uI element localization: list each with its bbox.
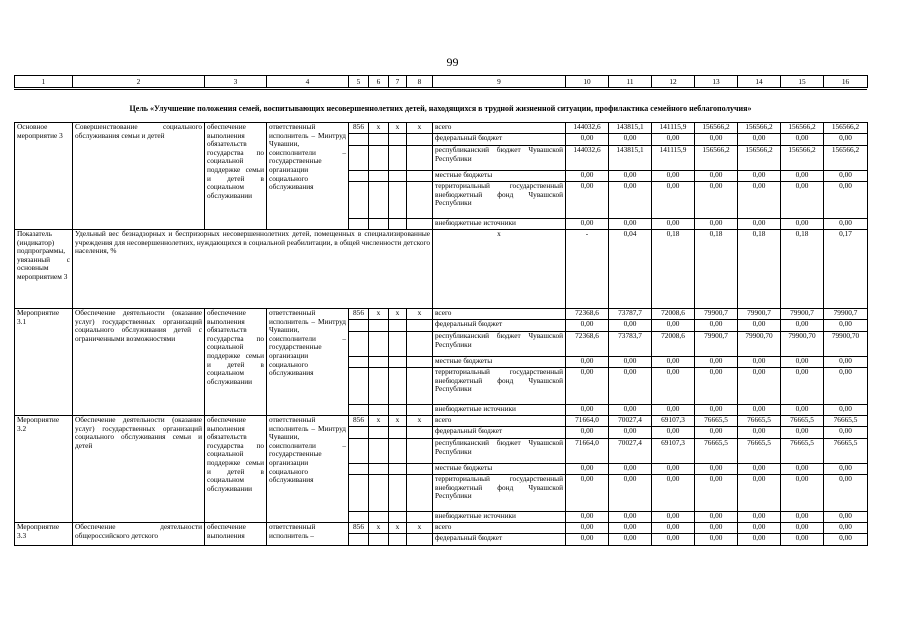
value-cell: 0,00 (781, 357, 824, 368)
value-cell: 156566,2 (824, 146, 868, 171)
source-cell: местные бюджеты (433, 357, 566, 368)
value-cell: 0,00 (609, 219, 652, 230)
source-cell: всего (433, 123, 566, 134)
empty-cell (349, 439, 369, 464)
empty-cell (369, 534, 389, 546)
empty-cell (369, 171, 389, 182)
empty-cell (349, 182, 369, 219)
value-cell: 0,00 (824, 427, 868, 439)
column-number: 4 (267, 76, 349, 88)
value-cell: 0,00 (609, 182, 652, 219)
value-cell: 0,00 (652, 475, 695, 512)
empty-cell (407, 182, 433, 219)
value-cell: 0,00 (566, 523, 609, 534)
value-cell: 0,00 (566, 219, 609, 230)
code-cell: 856 (349, 123, 369, 134)
value-cell: 0,00 (824, 512, 868, 523)
column-number: 10 (566, 76, 609, 88)
value-cell: 0,00 (781, 320, 824, 332)
value-cell: 0,00 (566, 182, 609, 219)
value-cell: 70027,4 (609, 439, 652, 464)
value-cell: 0,00 (695, 427, 738, 439)
empty-cell (389, 219, 407, 230)
value-cell: 0,00 (566, 427, 609, 439)
value-cell: 0,00 (695, 512, 738, 523)
value-cell: 79900,7 (824, 309, 868, 320)
value-cell: - (566, 230, 609, 309)
value-cell: 0,00 (566, 320, 609, 332)
value-cell: 0,00 (695, 368, 738, 405)
empty-cell (389, 368, 407, 405)
value-cell: 0,00 (652, 357, 695, 368)
value-cell: 0,00 (695, 182, 738, 219)
empty-cell (369, 439, 389, 464)
empty-cell (407, 134, 433, 146)
column-number: 2 (73, 76, 205, 88)
value-cell: 0,00 (781, 405, 824, 416)
value-cell: 73787,7 (609, 309, 652, 320)
value-cell: 69107,3 (652, 439, 695, 464)
value-cell: 0,00 (738, 368, 781, 405)
value-cell: 0,00 (609, 134, 652, 146)
value-cell: 0,00 (824, 405, 868, 416)
responsible-cell: ответственный исполнитель – Минтруд Чувашии, соисполнители – государственные организации социального обслуживания (267, 123, 349, 230)
value-cell: 79900,7 (738, 309, 781, 320)
value-cell: 0,00 (695, 464, 738, 475)
column-number: 1 (15, 76, 73, 88)
value-cell: 0,00 (652, 534, 695, 546)
value-cell: 79900,7 (781, 309, 824, 320)
value-cell: 156566,2 (738, 146, 781, 171)
value-cell: 0,00 (652, 427, 695, 439)
value-cell: 0,00 (738, 464, 781, 475)
empty-cell (349, 332, 369, 357)
column-number: 8 (407, 76, 433, 88)
empty-cell (407, 439, 433, 464)
value-cell: 0,00 (609, 357, 652, 368)
empty-cell (369, 320, 389, 332)
value-cell: 0,00 (738, 475, 781, 512)
x-cell: x (407, 309, 433, 320)
value-cell: 71664,0 (566, 439, 609, 464)
goal-cell: обеспечение выполнения обязательств государства по социальной поддержке семьи и детей в социальном обслуживании (205, 416, 267, 523)
code-cell: 856 (349, 523, 369, 534)
empty-cell (389, 464, 407, 475)
value-cell: 79900,7 (695, 332, 738, 357)
empty-cell (389, 171, 407, 182)
empty-cell (389, 134, 407, 146)
value-cell: 144032,6 (566, 123, 609, 134)
source-cell: федеральный бюджет (433, 534, 566, 546)
empty-cell (349, 512, 369, 523)
empty-cell (369, 357, 389, 368)
table-row (15, 123, 868, 134)
value-cell: 156566,2 (695, 123, 738, 134)
source-cell: республиканский бюджет Чувашской Республики (433, 332, 566, 357)
value-cell: 79900,70 (738, 332, 781, 357)
value-cell: 0,00 (824, 368, 868, 405)
value-cell: 0,00 (781, 523, 824, 534)
empty-cell (369, 464, 389, 475)
x-cell: x (369, 416, 389, 427)
x-cell: x (369, 523, 389, 534)
empty-cell (349, 357, 369, 368)
value-cell: 76665,5 (695, 439, 738, 464)
column-number: 11 (609, 76, 652, 88)
value-cell: 0,00 (738, 182, 781, 219)
measure-name: Совершенствование социального обслуживания семьи и детей (73, 123, 205, 230)
empty-cell (407, 368, 433, 405)
value-cell: 0,00 (652, 464, 695, 475)
column-number: 3 (205, 76, 267, 88)
source-cell: территориальный государственный внебюджетный фонд Чувашской Республики (433, 182, 566, 219)
table-row (15, 309, 868, 320)
measure-name: Обеспечение деятельности (оказание услуг) государственных организаций социального обслуживания детей с ограниченными возможностями (73, 309, 205, 416)
value-cell: 156566,2 (824, 123, 868, 134)
value-cell: 0,00 (652, 512, 695, 523)
value-cell: 143815,1 (609, 123, 652, 134)
empty-cell (389, 475, 407, 512)
value-cell: 0,00 (824, 320, 868, 332)
value-cell: 0,00 (652, 134, 695, 146)
source-cell: территориальный государственный внебюджетный фонд Чувашской Республики (433, 368, 566, 405)
value-cell: 0,00 (566, 512, 609, 523)
empty-cell (369, 512, 389, 523)
empty-cell (407, 146, 433, 171)
value-cell: 0,00 (781, 512, 824, 523)
value-cell: 0,00 (566, 475, 609, 512)
indicator-x: x (433, 230, 566, 309)
empty-cell (349, 219, 369, 230)
value-cell: 0,00 (781, 427, 824, 439)
value-cell: 143815,1 (609, 146, 652, 171)
value-cell: 79900,7 (695, 309, 738, 320)
value-cell: 76665,5 (738, 439, 781, 464)
column-number: 5 (349, 76, 369, 88)
value-cell: 0,00 (652, 171, 695, 182)
column-header-table (14, 75, 868, 88)
source-cell: республиканский бюджет Чувашской Республики (433, 146, 566, 171)
value-cell: 0,00 (738, 134, 781, 146)
value-cell: 0,00 (781, 134, 824, 146)
row-label: Показатель (индикатор) подпрограммы, увязанный с основным мероприятием 3 (15, 230, 73, 309)
goal-cell: обеспечение выполнения обязательств государства по социальной поддержке семьи и детей в социальном обслуживании (205, 309, 267, 416)
source-cell: федеральный бюджет (433, 134, 566, 146)
table-row (15, 416, 868, 427)
value-cell: 69107,3 (652, 416, 695, 427)
empty-cell (349, 134, 369, 146)
program-table (14, 122, 868, 546)
source-cell: внебюджетные источники (433, 512, 566, 523)
value-cell: 0,00 (695, 534, 738, 546)
value-cell: 76665,5 (824, 439, 868, 464)
measure-name: Обеспечение деятельности (оказание услуг) государственных организаций социального обслуживания семьи и детей (73, 416, 205, 523)
goal-heading: Цель «Улучшение положения семей, воспитывающих несовершеннолетних детей, находящихся в трудной жизненной ситуации, профилактика семейного неблагополучия» (129, 104, 752, 113)
empty-cell (389, 146, 407, 171)
column-number: 9 (433, 76, 566, 88)
empty-cell (349, 368, 369, 405)
value-cell: 72368,6 (566, 332, 609, 357)
empty-cell (389, 439, 407, 464)
responsible-cell: ответственный исполнитель – (267, 523, 349, 546)
column-number: 13 (695, 76, 738, 88)
value-cell: 0,00 (824, 475, 868, 512)
value-cell: 0,00 (738, 534, 781, 546)
empty-cell (369, 332, 389, 357)
source-cell: федеральный бюджет (433, 320, 566, 332)
value-cell: 72368,6 (566, 309, 609, 320)
x-cell: x (407, 416, 433, 427)
value-cell: 156566,2 (781, 123, 824, 134)
value-cell: 0,00 (824, 134, 868, 146)
value-cell: 0,00 (609, 427, 652, 439)
empty-cell (407, 320, 433, 332)
measure-name: Обеспечение деятельности общероссийского детского (73, 523, 205, 546)
empty-cell (369, 134, 389, 146)
x-cell: x (389, 123, 407, 134)
empty-cell (349, 405, 369, 416)
value-cell: 0,00 (566, 464, 609, 475)
value-cell: 156566,2 (738, 123, 781, 134)
empty-cell (349, 320, 369, 332)
value-cell: 0,17 (824, 230, 868, 309)
value-cell: 0,00 (781, 368, 824, 405)
empty-cell (349, 464, 369, 475)
x-cell: x (389, 416, 407, 427)
source-cell: всего (433, 309, 566, 320)
value-cell: 141115,9 (652, 146, 695, 171)
indicator-name: Удельный вес безнадзорных и беспризорных несовершеннолетних детей, помещенных в специализированные учреждения для несовершеннолетних, нуждающихся в социальной реабилитации, в общей численности детского населения, % (73, 230, 433, 309)
table-row (15, 523, 868, 534)
x-cell: x (389, 309, 407, 320)
value-cell: 0,04 (609, 230, 652, 309)
empty-cell (389, 357, 407, 368)
value-cell: 0,00 (566, 405, 609, 416)
empty-cell (407, 464, 433, 475)
column-number: 14 (738, 76, 781, 88)
goal-cell: обеспечение выполнения (205, 523, 267, 546)
empty-cell (407, 475, 433, 512)
value-cell: 0,00 (738, 523, 781, 534)
x-cell: x (369, 309, 389, 320)
empty-cell (349, 427, 369, 439)
value-cell: 0,00 (609, 171, 652, 182)
value-cell: 71664,0 (566, 416, 609, 427)
empty-cell (389, 182, 407, 219)
empty-cell (369, 427, 389, 439)
value-cell: 0,00 (695, 134, 738, 146)
value-cell: 76665,5 (781, 439, 824, 464)
value-cell: 0,18 (695, 230, 738, 309)
source-cell: республиканский бюджет Чувашской Республики (433, 439, 566, 464)
header-rule (14, 89, 867, 90)
x-cell: x (407, 523, 433, 534)
value-cell: 79900,70 (781, 332, 824, 357)
value-cell: 0,00 (609, 523, 652, 534)
source-cell: всего (433, 416, 566, 427)
value-cell: 0,00 (652, 320, 695, 332)
value-cell: 0,18 (781, 230, 824, 309)
value-cell: 72008,6 (652, 332, 695, 357)
empty-cell (389, 534, 407, 546)
value-cell: 0,00 (652, 368, 695, 405)
value-cell: 76665,5 (738, 416, 781, 427)
code-cell: 856 (349, 416, 369, 427)
value-cell: 0,00 (824, 534, 868, 546)
value-cell: 0,00 (695, 320, 738, 332)
value-cell: 0,00 (824, 464, 868, 475)
column-number-row (15, 76, 868, 88)
value-cell: 0,00 (652, 219, 695, 230)
empty-cell (407, 357, 433, 368)
row-label: Основное мероприятие 3 (15, 123, 73, 230)
row-label: Мероприятие 3.2 (15, 416, 73, 523)
value-cell: 79900,70 (824, 332, 868, 357)
value-cell: 156566,2 (695, 146, 738, 171)
value-cell: 0,00 (566, 134, 609, 146)
empty-cell (349, 171, 369, 182)
value-cell: 0,18 (738, 230, 781, 309)
x-cell: x (369, 123, 389, 134)
column-number: 12 (652, 76, 695, 88)
value-cell: 0,00 (652, 405, 695, 416)
value-cell: 0,00 (824, 357, 868, 368)
value-cell: 144032,6 (566, 146, 609, 171)
empty-cell (389, 332, 407, 357)
value-cell: 0,00 (609, 475, 652, 512)
value-cell: 70027,4 (609, 416, 652, 427)
value-cell: 0,00 (781, 219, 824, 230)
empty-cell (407, 512, 433, 523)
value-cell: 0,00 (738, 320, 781, 332)
row-label: Мероприятие 3.3 (15, 523, 73, 546)
value-cell: 0,00 (781, 534, 824, 546)
value-cell: 0,00 (781, 464, 824, 475)
value-cell: 0,00 (824, 219, 868, 230)
value-cell: 0,00 (824, 171, 868, 182)
empty-cell (389, 320, 407, 332)
empty-cell (407, 534, 433, 546)
empty-cell (369, 219, 389, 230)
source-cell: внебюджетные источники (433, 219, 566, 230)
value-cell: 76665,5 (824, 416, 868, 427)
value-cell: 0,00 (609, 534, 652, 546)
empty-cell (369, 475, 389, 512)
value-cell: 0,00 (566, 357, 609, 368)
value-cell: 0,00 (695, 171, 738, 182)
empty-cell (407, 427, 433, 439)
responsible-cell: ответственный исполнитель – Минтруд Чувашии, соисполнители – государственные организации социального обслуживания (267, 416, 349, 523)
responsible-cell: ответственный исполнитель – Минтруд Чувашии, соисполнители – государственные организации социального обслуживания (267, 309, 349, 416)
value-cell: 0,00 (609, 405, 652, 416)
x-cell: x (407, 123, 433, 134)
goal-cell: обеспечение выполнения обязательств государства по социальной поддержке семьи и детей в социальном обслуживании (205, 123, 267, 230)
value-cell: 0,00 (609, 320, 652, 332)
empty-cell (407, 219, 433, 230)
value-cell: 0,00 (566, 171, 609, 182)
value-cell: 76665,5 (781, 416, 824, 427)
source-cell: федеральный бюджет (433, 427, 566, 439)
empty-cell (407, 405, 433, 416)
x-cell: x (389, 523, 407, 534)
value-cell: 0,00 (695, 523, 738, 534)
page-number: 99 (446, 55, 459, 69)
value-cell: 0,00 (738, 357, 781, 368)
column-number: 16 (824, 76, 868, 88)
column-number: 6 (369, 76, 389, 88)
value-cell: 0,00 (738, 405, 781, 416)
value-cell: 0,18 (652, 230, 695, 309)
empty-cell (407, 171, 433, 182)
source-cell: местные бюджеты (433, 171, 566, 182)
value-cell: 0,00 (695, 405, 738, 416)
empty-cell (369, 368, 389, 405)
row-label: Мероприятие 3.1 (15, 309, 73, 416)
empty-cell (389, 512, 407, 523)
value-cell: 0,00 (652, 182, 695, 219)
value-cell: 0,00 (566, 368, 609, 405)
value-cell: 73783,7 (609, 332, 652, 357)
source-cell: местные бюджеты (433, 464, 566, 475)
value-cell: 0,00 (738, 219, 781, 230)
value-cell: 156566,2 (781, 146, 824, 171)
value-cell: 0,00 (652, 523, 695, 534)
value-cell: 0,00 (695, 219, 738, 230)
value-cell: 0,00 (738, 512, 781, 523)
column-number: 15 (781, 76, 824, 88)
value-cell: 0,00 (566, 534, 609, 546)
value-cell: 0,00 (609, 368, 652, 405)
empty-cell (349, 534, 369, 546)
value-cell: 0,00 (609, 512, 652, 523)
value-cell: 0,00 (824, 182, 868, 219)
value-cell: 0,00 (609, 464, 652, 475)
value-cell: 72008,6 (652, 309, 695, 320)
value-cell: 0,00 (781, 475, 824, 512)
value-cell: 141115,9 (652, 123, 695, 134)
source-cell: внебюджетные источники (433, 405, 566, 416)
empty-cell (349, 146, 369, 171)
source-cell: территориальный государственный внебюджетный фонд Чувашской Республики (433, 475, 566, 512)
value-cell: 0,00 (695, 475, 738, 512)
indicator-row (15, 230, 868, 309)
empty-cell (389, 405, 407, 416)
value-cell: 0,00 (781, 182, 824, 219)
value-cell: 76665,5 (695, 416, 738, 427)
empty-cell (349, 475, 369, 512)
column-number: 7 (389, 76, 407, 88)
empty-cell (369, 182, 389, 219)
empty-cell (369, 146, 389, 171)
code-cell: 856 (349, 309, 369, 320)
empty-cell (407, 332, 433, 357)
value-cell: 0,00 (738, 427, 781, 439)
value-cell: 0,00 (738, 171, 781, 182)
value-cell: 0,00 (824, 523, 868, 534)
empty-cell (389, 427, 407, 439)
value-cell: 0,00 (781, 171, 824, 182)
source-cell: всего (433, 523, 566, 534)
value-cell: 0,00 (695, 357, 738, 368)
empty-cell (369, 405, 389, 416)
